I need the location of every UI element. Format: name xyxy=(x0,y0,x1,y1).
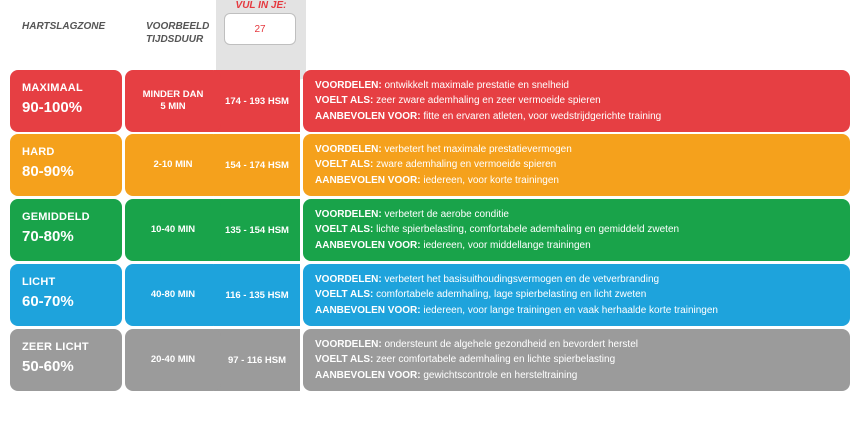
feels-line xyxy=(315,93,850,109)
zone-heart-rate xyxy=(214,329,300,391)
recommended-label: AANBEVOLEN VOOR: xyxy=(315,174,421,186)
recommended-text: iedereen, voor korte trainingen xyxy=(420,174,559,186)
benefits-text: verbetert de aerobe conditie xyxy=(381,208,509,220)
feels-text: comfortabele ademhaling, lage spierbelasting en licht zweten xyxy=(373,289,647,301)
duration-text: MINDER DAN 5 MIN xyxy=(142,89,204,112)
zone-row xyxy=(10,329,850,391)
benefits-line xyxy=(315,272,850,288)
benefits-label: VOORDELEN: xyxy=(315,208,382,220)
zone-duration xyxy=(125,199,221,261)
duration-text: 2-10 MIN xyxy=(153,159,193,170)
zone-column-header: HARTSLAGZONE xyxy=(22,21,106,32)
duration-text: 10-40 MIN xyxy=(150,224,196,235)
recommended-line xyxy=(315,238,850,254)
benefits-line xyxy=(315,207,850,223)
zone-name: ZEER LICHT xyxy=(22,341,89,353)
benefits-label: VOORDELEN: xyxy=(315,143,382,155)
benefits-label: VOORDELEN: xyxy=(315,273,382,285)
benefits-text: ontwikkelt maximale prestatie en snelheid xyxy=(381,79,569,91)
zone-duration xyxy=(125,134,221,196)
zone-name: HARD xyxy=(22,146,55,158)
recommended-label: AANBEVOLEN VOOR: xyxy=(315,369,421,381)
zone-label-cell xyxy=(10,70,122,132)
zone-percentage: 80-90% xyxy=(22,163,74,180)
recommended-text: iedereen, voor middellange trainingen xyxy=(420,239,591,251)
heart-rate-range: 154 - 174 HSM xyxy=(225,159,289,171)
age-input-label: VUL IN JE: xyxy=(235,0,287,11)
benefits-line xyxy=(315,142,850,158)
zone-label-cell xyxy=(10,134,122,196)
duration-header-line-1: VOORBEELD xyxy=(146,21,210,32)
duration-column-header xyxy=(146,20,209,46)
feels-label: VOELT ALS: xyxy=(315,354,374,366)
feels-line xyxy=(315,222,850,238)
age-input[interactable] xyxy=(224,13,296,45)
feels-text: lichte spierbelasting, comfortabele ademhaling en gemiddeld zweten xyxy=(373,224,680,236)
zone-percentage: 90-100% xyxy=(22,99,83,116)
zone-description xyxy=(303,199,850,261)
zone-name: LICHT xyxy=(22,276,56,288)
zone-heart-rate xyxy=(214,70,300,132)
recommended-line xyxy=(315,109,850,125)
feels-label: VOELT ALS: xyxy=(315,95,374,107)
feels-label: VOELT ALS: xyxy=(315,224,374,236)
benefits-text: verbetert het basisuithoudingsvermogen en de vetverbranding xyxy=(381,273,660,285)
feels-line xyxy=(315,157,850,173)
zone-description xyxy=(303,264,850,326)
zone-duration xyxy=(125,70,221,132)
zone-name: MAXIMAAL xyxy=(22,82,83,94)
zone-row xyxy=(10,264,850,326)
heart-rate-range: 135 - 154 HSM xyxy=(225,224,289,236)
feels-text: zware ademhaling en vermoeide spieren xyxy=(373,159,557,171)
feels-text: zeer zware ademhaling en zeer vermoeide spieren xyxy=(373,95,601,107)
feels-text: zeer comfortabele ademhaling en lichte spierbelasting xyxy=(373,354,616,366)
zone-heart-rate xyxy=(214,199,300,261)
recommended-text: gewichtscontrole en hersteltraining xyxy=(420,369,578,381)
benefits-label: VOORDELEN: xyxy=(315,338,382,350)
feels-line xyxy=(315,352,850,368)
zone-percentage: 70-80% xyxy=(22,228,74,245)
zone-percentage: 60-70% xyxy=(22,293,74,310)
recommended-text: iedereen, voor lange trainingen en vaak herhaalde korte trainingen xyxy=(420,304,718,316)
feels-line xyxy=(315,287,850,303)
age-input-card xyxy=(216,0,306,78)
recommended-text: fitte en ervaren atleten, voor wedstrijdgerichte training xyxy=(420,110,662,122)
zone-label-cell xyxy=(10,264,122,326)
benefits-text: verbetert het maximale prestatievermogen xyxy=(381,143,572,155)
zone-heart-rate xyxy=(214,264,300,326)
recommended-line xyxy=(315,303,850,319)
zone-percentage: 50-60% xyxy=(22,358,74,375)
benefits-label: VOORDELEN: xyxy=(315,79,382,91)
zone-duration xyxy=(125,264,221,326)
duration-text: 40-80 MIN xyxy=(150,289,196,300)
zone-heart-rate xyxy=(214,134,300,196)
zone-description xyxy=(303,134,850,196)
benefits-line xyxy=(315,78,850,94)
zone-duration xyxy=(125,329,221,391)
zone-row xyxy=(10,134,850,196)
duration-header-line-2: TIJDSDUUR xyxy=(146,34,204,45)
heart-rate-range: 174 - 193 HSM xyxy=(225,95,289,107)
zone-row xyxy=(10,199,850,261)
recommended-line xyxy=(315,368,850,384)
recommended-line xyxy=(315,173,850,189)
zone-row xyxy=(10,70,850,132)
zone-description xyxy=(303,70,850,132)
zone-name: GEMIDDELD xyxy=(22,211,90,223)
recommended-label: AANBEVOLEN VOOR: xyxy=(315,239,421,251)
zone-label-cell xyxy=(10,199,122,261)
feels-label: VOELT ALS: xyxy=(315,289,374,301)
benefits-line xyxy=(315,337,850,353)
heart-rate-range: 97 - 116 HSM xyxy=(227,354,287,366)
feels-label: VOELT ALS: xyxy=(315,159,374,171)
zone-description xyxy=(303,329,850,391)
zone-label-cell xyxy=(10,329,122,391)
benefits-text: ondersteunt de algehele gezondheid en bevordert herstel xyxy=(381,338,638,350)
duration-text: 20-40 MIN xyxy=(150,354,196,365)
heart-rate-range: 116 - 135 HSM xyxy=(225,289,289,301)
recommended-label: AANBEVOLEN VOOR: xyxy=(315,304,421,316)
recommended-label: AANBEVOLEN VOOR: xyxy=(315,110,421,122)
